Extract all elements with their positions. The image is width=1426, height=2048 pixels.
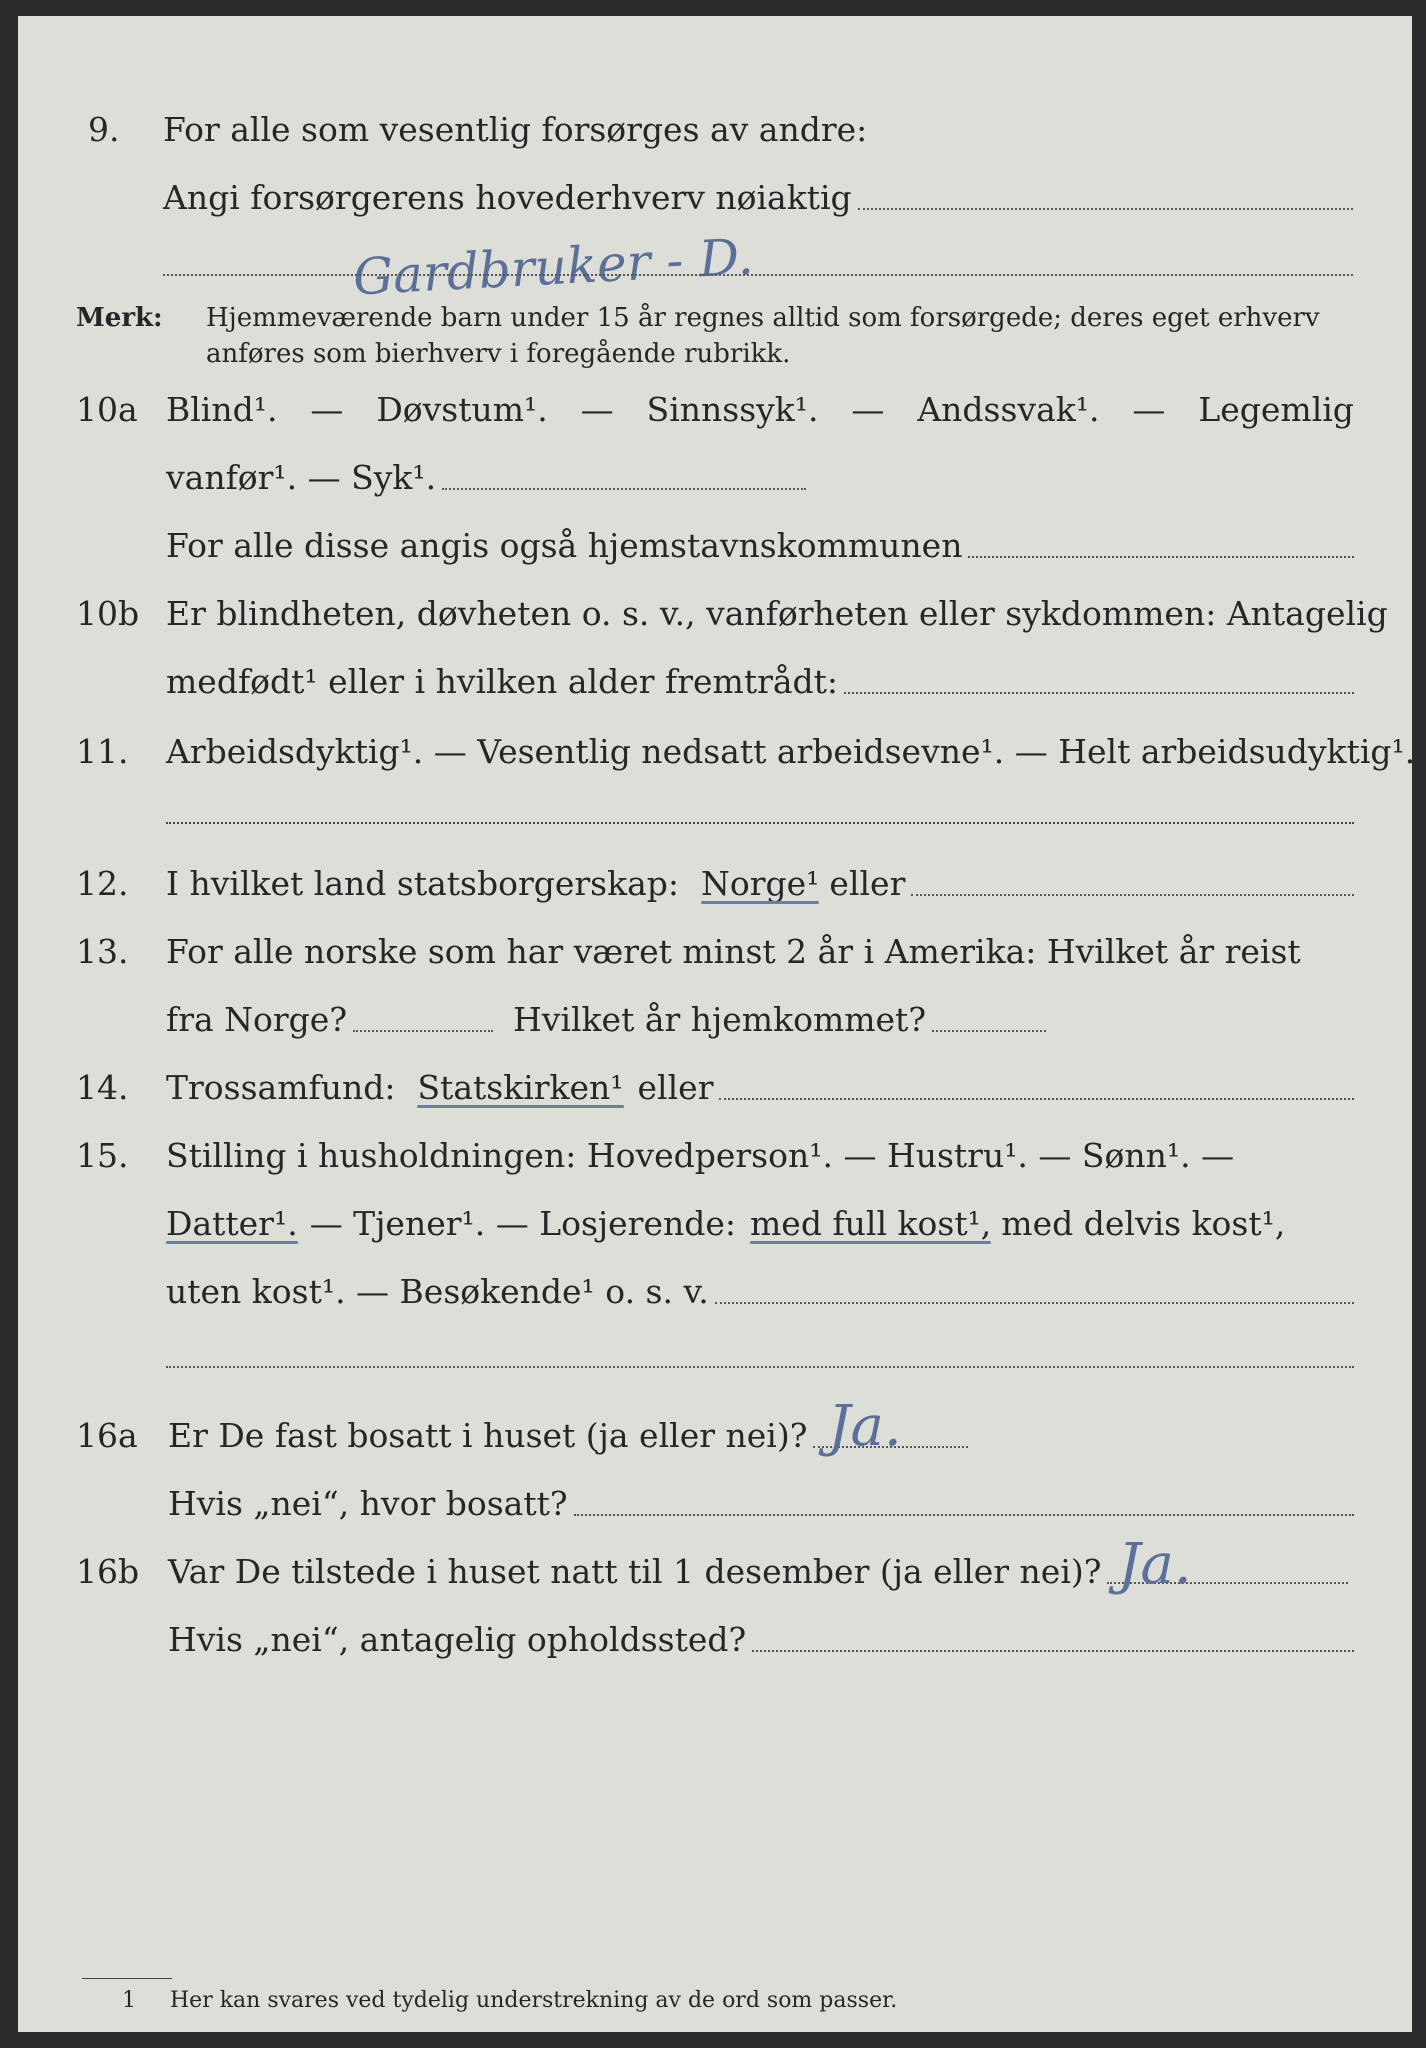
census-form-page xyxy=(18,16,1416,2032)
q12-prefix: I hvilket land statsborgerskap: xyxy=(166,864,680,903)
q15-line3-text: uten kost¹. — Besøkende¹ o. s. v. xyxy=(166,1272,709,1311)
q15-datter-text: Datter¹. xyxy=(166,1204,298,1243)
q15-line1-text: Stilling i husholdningen: Hovedperson¹. — Hustru¹. — Sønn¹. — xyxy=(166,1136,1235,1175)
q16b-line2-text: Hvis „nei“, antagelig opholdssted? xyxy=(168,1620,747,1659)
q10b-line1 xyxy=(166,592,1388,636)
q12-number: 12. xyxy=(76,864,129,903)
q16a-handwritten-answer: Ja. xyxy=(828,1394,902,1459)
q15-line2-mid: — Tjener¹. — Losjerende: xyxy=(309,1204,737,1243)
q10a-legemlig: Legemlig xyxy=(1198,390,1354,429)
q16a-line2-text: Hvis „nei“, hvor bosatt? xyxy=(168,1484,568,1523)
q12-handwritten-underline xyxy=(701,901,819,904)
q14-choice-statskirken[interactable] xyxy=(417,1066,623,1110)
q10b-line1-text: Er blindheten, døvheten o. s. v., vanførheten eller sykdommen: Antagelig xyxy=(166,594,1388,633)
q16b-line1-text: Var De tilstede i huset natt til 1 desember (ja eller nei)? xyxy=(168,1552,1102,1591)
q15-number: 15. xyxy=(76,1136,129,1175)
q10a-dash4: — xyxy=(1132,390,1166,429)
q13-line2 xyxy=(166,998,1046,1042)
q15-line2-end: med delvis kost¹, xyxy=(1001,1204,1286,1243)
q10a-number: 10a xyxy=(76,390,138,429)
q12-line xyxy=(166,862,1354,906)
q10a-dash3: — xyxy=(851,390,885,429)
q13-line1 xyxy=(166,930,1354,974)
q15-answer-field[interactable] xyxy=(715,1301,1354,1304)
q14-choice-text: Statskirken¹ xyxy=(417,1068,624,1107)
q10a-line1 xyxy=(166,388,1354,432)
q14-answer-field[interactable] xyxy=(719,1097,1354,1100)
q15-full-kost-text: med full kost¹, xyxy=(750,1204,992,1243)
q10a-line2 xyxy=(166,456,806,500)
q16b-handwritten-answer: Ja. xyxy=(1118,1532,1192,1597)
q15-choice-full-kost[interactable] xyxy=(750,1202,991,1246)
q13-number: 13. xyxy=(76,932,129,971)
q15-full-kost-underline xyxy=(750,1241,991,1244)
q12-choice-text: Norge¹ xyxy=(701,864,820,903)
q14-number: 14. xyxy=(76,1068,129,1107)
q16a-line1-text: Er De fast bosatt i huset (ja eller nei)? xyxy=(168,1416,808,1455)
q14-prefix: Trossamfund: xyxy=(166,1068,396,1107)
q9-handwritten-answer: Gardbruker - D. xyxy=(351,227,755,307)
q14-suffix: eller xyxy=(637,1068,714,1107)
q10a-sinnssyk: Sinnssyk¹. xyxy=(646,390,819,429)
note-line2: anføres som bierhverv i foregående rubrikk. xyxy=(206,339,791,369)
q13-reist-field[interactable] xyxy=(353,1029,493,1032)
q11-line1-text: Arbeidsdyktig¹. — Vesentlig nedsatt arbeidsevne¹. — Helt arbeidsudyktig¹. xyxy=(166,732,1416,771)
q15-line2 xyxy=(166,1202,1354,1246)
q16b-line2 xyxy=(168,1618,1354,1662)
q10a-dash1: — xyxy=(310,390,344,429)
q16a-number: 16a xyxy=(76,1416,138,1455)
q10b-line2 xyxy=(166,660,1354,704)
q10a-dovstum: Døvstum¹. xyxy=(376,390,548,429)
q9-answer-line2[interactable] xyxy=(163,274,1353,276)
q14-handwritten-underline xyxy=(417,1105,623,1108)
note-label: Merk: xyxy=(76,303,163,333)
q15-line1 xyxy=(166,1134,1354,1178)
q13-line2b: Hvilket år hjemkommet? xyxy=(513,1000,927,1039)
note-line1: Hjemmeværende barn under 15 år regnes alltid som forsørgede; deres eget erhverv xyxy=(206,303,1320,333)
q9-answer-field[interactable] xyxy=(858,207,1353,210)
q16a-line2 xyxy=(168,1482,1354,1526)
q9-line1-text: For alle som vesentlig forsørges av andre: xyxy=(163,110,868,149)
q13-hjemkommet-field[interactable] xyxy=(932,1029,1046,1032)
footnote-text: Her kan svares ved tydelig understrekning av de ord som passer. xyxy=(170,1988,898,2013)
q10b-line2-text: medfødt¹ eller i hvilken alder fremtrådt: xyxy=(166,662,839,701)
q13-line2a: fra Norge? xyxy=(166,1000,348,1039)
q11-number: 11. xyxy=(76,732,129,771)
q10b-number: 10b xyxy=(76,594,140,633)
q15-choice-datter[interactable] xyxy=(166,1202,298,1246)
q11-line1 xyxy=(166,730,1416,774)
q10a-dash2: — xyxy=(580,390,614,429)
q16a-bosatt-field[interactable] xyxy=(574,1513,1354,1516)
q10a-blind: Blind¹. xyxy=(166,390,278,429)
q15-answer-line2[interactable] xyxy=(166,1366,1354,1368)
footnote-mark: 1 xyxy=(122,1988,136,2013)
q10a-syk-field[interactable] xyxy=(442,487,806,490)
q11-answer-line[interactable] xyxy=(166,822,1354,824)
q10a-line2-text: vanfør¹. — Syk¹. xyxy=(166,458,437,497)
q9-number: 9. xyxy=(88,110,120,149)
q12-choice-norge[interactable] xyxy=(701,862,819,906)
q9-line2 xyxy=(163,176,1353,220)
q10a-andssvak: Andssvak¹. xyxy=(917,390,1100,429)
q14-line xyxy=(166,1066,1354,1110)
q16b-opholdssted-field[interactable] xyxy=(752,1649,1354,1652)
q10a-kommune-field[interactable] xyxy=(968,555,1354,558)
q9-line1 xyxy=(163,108,883,152)
q9-line2-text: Angi forsørgerens hovederhverv nøiaktig xyxy=(163,178,852,217)
q13-line1-text: For alle norske som har været minst 2 år i Amerika: Hvilket år reist xyxy=(166,932,1301,971)
q15-datter-underline xyxy=(166,1241,298,1244)
q10a-line3 xyxy=(166,524,1354,568)
q12-answer-field[interactable] xyxy=(911,893,1354,896)
q16b-number: 16b xyxy=(76,1552,140,1591)
q12-suffix: eller xyxy=(829,864,906,903)
q10a-line3-text: For alle disse angis også hjemstavnskommunen xyxy=(166,526,963,565)
q10b-answer-field[interactable] xyxy=(844,691,1354,694)
footnote-separator xyxy=(82,1978,172,1979)
q15-line3 xyxy=(166,1270,1354,1314)
